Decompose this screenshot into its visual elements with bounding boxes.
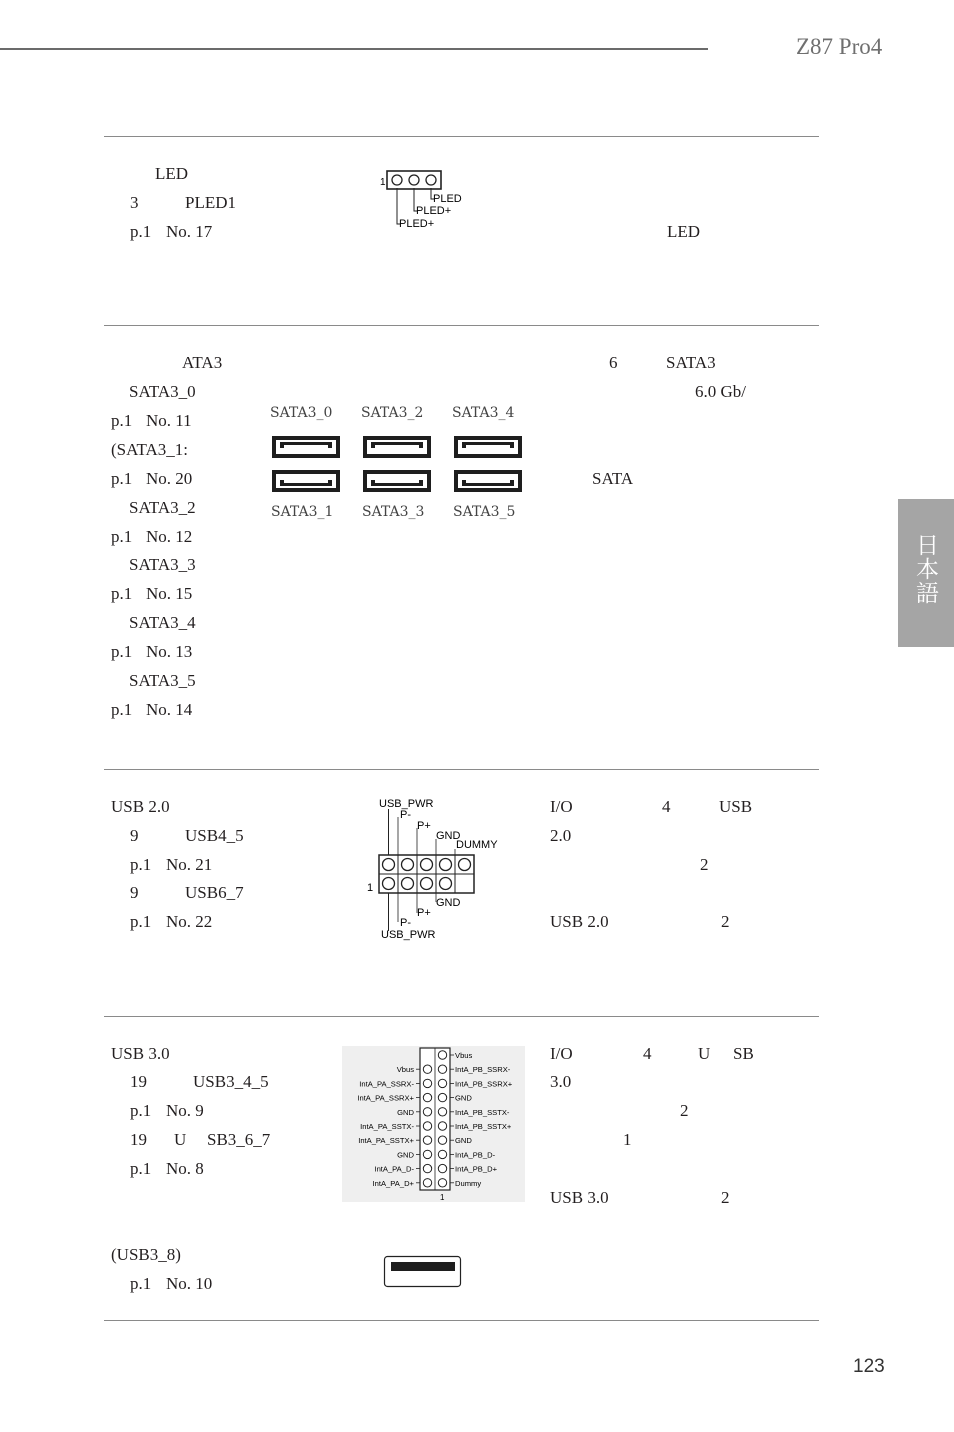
sata-port-label: SATA3_3 [362,504,425,520]
text: USB 3.0 [111,1044,170,1063]
text: p.1 [111,700,133,719]
text: 1 [623,1130,632,1149]
pin-label: IntA_PB_D- [455,1150,496,1160]
text: USB 2.0 [550,912,609,931]
text: 3.0 [550,1072,572,1091]
port-id: (SATA3_1: [111,440,189,459]
section-divider [104,136,819,137]
pin1-label: 1 [440,1193,445,1202]
header-rule [0,48,708,50]
header-id: USB4_5 [185,826,244,845]
pin-label: PLED+ [416,205,452,217]
pin1-label: 1 [367,882,374,894]
pin-label: PLED [433,193,462,205]
header-id: PLED1 [185,193,236,212]
pin-label: IntA_PA_D- [374,1164,414,1174]
text: 6.0 Gb/ [695,382,746,401]
port-id: SATA3_3 [129,555,196,574]
port-id: SATA3_0 [129,382,196,401]
text: SB [733,1044,754,1063]
pin-label: IntA_PB_SSTX+ [455,1122,512,1131]
text: ATA3 [182,353,223,372]
pin-label: IntA_PA_SSRX+ [357,1093,414,1103]
pin-label: P- [400,917,411,929]
pin-label: DUMMY [456,839,498,851]
pin-label: IntA_PB_SSRX+ [455,1079,513,1089]
model-name: Z87 Pro4 [796,34,883,59]
pin [440,859,452,871]
pin [426,175,436,185]
pin1-label: 1 [380,177,386,188]
header-id: USB3_4_5 [193,1072,269,1091]
language-tab-label: 日本語 [912,533,938,605]
text: No. 11 [146,411,192,430]
sata-port-icon [454,436,522,458]
pin [402,878,414,890]
language-tab[interactable] [898,499,954,647]
pin-label: P- [400,809,411,821]
port-id: SATA3_2 [129,498,196,517]
text: I/O [550,1044,573,1063]
port-id: SATA3_4 [129,613,196,632]
sata-port-label: SATA3_2 [361,405,424,421]
page-number: 123 [853,1356,885,1377]
text: 4 [662,797,671,816]
text: 9 [130,826,139,845]
pin-label: P+ [417,907,431,919]
text: No. 14 [146,700,193,719]
pin-label: USB_PWR [379,798,434,810]
text: p.1 [130,1274,152,1293]
pin-label: GND [436,830,461,842]
text: p.1 [111,584,133,603]
pin-label: GND [397,1107,414,1117]
header-outline [387,171,441,189]
text: p.1 [130,222,152,241]
text: No. 15 [146,584,193,603]
text: No. 9 [166,1101,204,1120]
text: No. 21 [166,855,213,874]
usb-port-outline [385,1257,461,1287]
text: 2 [680,1101,689,1120]
sata-port-label: SATA3_1 [271,504,334,520]
sata-port-icon [454,470,522,492]
section-divider [104,1320,819,1321]
text: 4 [643,1044,652,1063]
text: LED [155,164,189,183]
text: U [174,1130,187,1149]
pin-label: P+ [417,820,431,832]
pin-label: IntA_PB_SSRX- [455,1065,511,1075]
text: p.1 [130,855,152,874]
text: p.1 [111,642,133,661]
text: 2 [700,855,709,874]
pin-label: IntA_PA_SSTX+ [358,1136,414,1146]
pin [409,175,419,185]
pin [402,859,414,871]
text: 2 [721,1188,730,1207]
pin-label: IntA_PA_SSRX- [359,1079,414,1089]
text: USB [719,797,753,816]
pin-label: PLED+ [399,218,435,230]
header-id: SB3_6_7 [207,1130,271,1149]
text: SATA3 [666,353,716,372]
usb-port-tongue [391,1262,455,1271]
text: No. 22 [166,912,213,931]
pin [392,175,402,185]
port-id: (USB3_8) [111,1245,181,1264]
text: 19 [130,1072,147,1091]
text: p.1 [111,411,133,430]
pin [459,859,471,871]
text: 6 [609,353,618,372]
usb3-port-diagram [383,1255,463,1289]
text: No. 8 [166,1159,204,1178]
text: 9 [130,883,139,902]
sata-port-icon [363,470,431,492]
text: 19 [130,1130,147,1149]
pin-label: IntA_PA_SSTX- [360,1122,414,1131]
usb3-header-diagram [342,1046,525,1202]
text: p.1 [111,527,133,546]
text: LED [667,222,701,241]
header-id: USB6_7 [185,883,244,902]
text: No. 12 [146,527,193,546]
pin-label: GND [436,897,461,909]
pin [421,878,433,890]
sata-port-label: SATA3_4 [452,405,515,421]
pin-label: IntA_PB_SSTX- [455,1107,510,1117]
text: SATA [592,469,634,488]
pin-label: IntA_PB_D+ [455,1164,498,1174]
text: 2 [721,912,730,931]
section-divider [104,325,819,326]
sata-port-label: SATA3_0 [270,405,333,421]
text: USB 3.0 [550,1188,609,1207]
text: No. 17 [166,222,213,241]
section-divider [104,1016,819,1017]
pin-label: Vbus [455,1051,473,1060]
pin [421,859,433,871]
sata-port-icon [272,470,340,492]
pin-label: GND [455,1136,472,1146]
pin [383,859,395,871]
text: USB 2.0 [111,797,170,816]
pin-label: Dummy [455,1178,482,1188]
pin [383,878,395,890]
text: p.1 [130,1101,152,1120]
text: I/O [550,797,573,816]
text: No. 20 [146,469,193,488]
pin-label: GND [455,1093,472,1103]
sata-port-label: SATA3_5 [453,504,516,520]
text: p.1 [130,1159,152,1178]
text: 3 [130,193,139,212]
pin-label: IntA_PA_D+ [372,1178,414,1188]
text: No. 10 [166,1274,213,1293]
text: p.1 [111,469,133,488]
section-divider [104,769,819,770]
sata-port-icon [272,436,340,458]
text: No. 13 [146,642,193,661]
port-id: SATA3_5 [129,671,196,690]
text: U [698,1044,711,1063]
sata-port-icon [363,436,431,458]
led-header-diagram [378,168,488,230]
sata-ports-diagram [268,433,528,495]
pin-label: GND [397,1150,414,1160]
text: 2.0 [550,826,572,845]
text: p.1 [130,912,152,931]
usb2-header-diagram [364,795,514,943]
pin-label: USB_PWR [381,929,436,941]
pin-label: Vbus [396,1065,414,1075]
pin [440,878,452,890]
